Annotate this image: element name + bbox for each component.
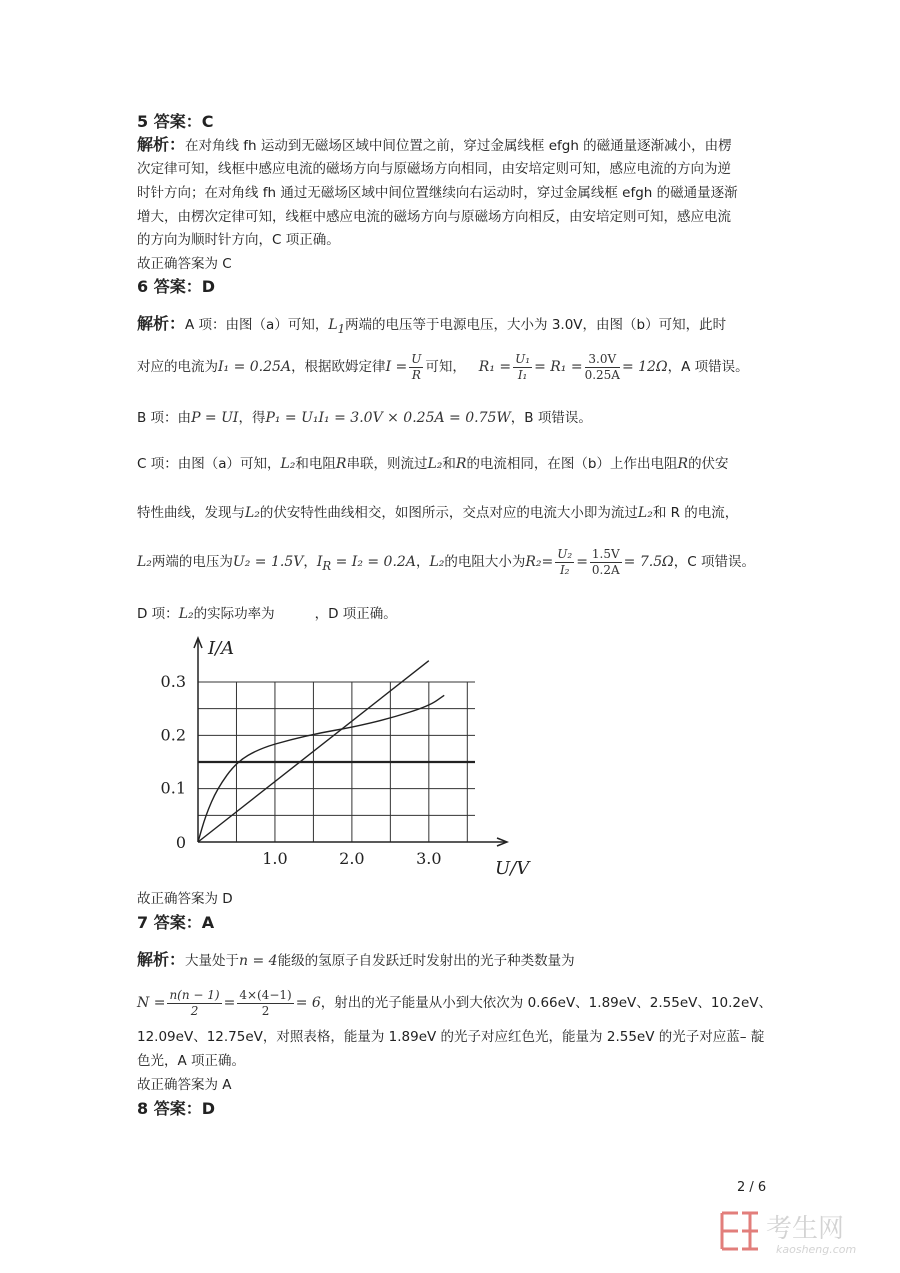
- q5-text-2: 次定律可知，线框中感应电流的磁场方向与原磁场方向相同，由安培定则可知，感应电流的方向为逆: [137, 161, 731, 177]
- page-number: 2 / 6: [737, 1180, 767, 1195]
- q6-a2-know: 可知，: [425, 359, 466, 375]
- x-tick-label: 3.0: [416, 849, 442, 868]
- q6-line-d: D 项：L₂的实际功率为 ，D 项正确。: [137, 606, 397, 622]
- q6-conclusion: 故正确答案为 D: [137, 891, 233, 907]
- q6-line-c3: L₂两端的电压为U₂ = 1.5V，$I_R = I_2 = 0.2A$，L₂的电阻大小为R₂= $\frac{\text{U₂}}{\text{I₂}}$ = $\frac{1.5V}{0.2A}$ = 7.5Ω，C 项错误。: [137, 546, 755, 577]
- q6-a1-L1: $L_1$: [328, 317, 346, 336]
- q7-value-fraction: $\frac{4\times(4-1)}{2}$: [239, 987, 292, 1018]
- q7-combination-fraction: $\frac{n(n - 1)}{2}$: [169, 987, 220, 1018]
- q6-b-mid: ，得: [238, 410, 266, 426]
- q6-a2-R1: R₁ =: [478, 359, 512, 375]
- y-tick-label: 0.2: [160, 725, 186, 745]
- q6-a2-eqR1: = R₁ =: [534, 359, 583, 375]
- q6-a2-end: ，A 项错误。: [667, 359, 749, 375]
- q7-line-2: N = $\frac{n(n - 1)}{2}$ = $\frac{4\times(4-1)}{2}$ = 6，射出的光子能量从小到大依次为 0.66eV、1.89eV、2.55eV、10.2eV、: [137, 987, 772, 1018]
- q6-line-c1: C 项：由图（a）可知，L₂和电阻R串联，则流过L₂和R的电流相同，在图（b）上作出电阻R的伏安: [137, 456, 729, 472]
- origin-label: 0: [175, 833, 186, 852]
- q6-a2-mid: ，根据欧姆定律: [291, 359, 386, 375]
- q6-b-pre: B 项：由: [137, 410, 192, 426]
- q5-analysis-label: 解析：: [137, 135, 186, 154]
- q6-line-b: [137, 406, 592, 430]
- q6-b-eq2: P₁ = U₁I₁ = 3.0V × 0.25A = 0.75W: [265, 410, 511, 426]
- q7-conclusion: 故正确答案为 A: [137, 1077, 232, 1093]
- q6-b-end: ，B 项错误。: [510, 410, 592, 426]
- q6-b-eq1: P = UI: [191, 410, 239, 426]
- q6-ohm-fraction: $\frac{U}{R}$: [411, 351, 422, 382]
- y-axis-label: I/A: [208, 638, 235, 659]
- q6-line-c2: 特性曲线，发现与L₂的伏安特性曲线相交，如图所示，交点对应的电流大小即为流过L₂和 R 的电流，: [137, 505, 739, 521]
- kaosheng-logo-mark: [722, 1213, 758, 1249]
- q6-r1-fraction: $\frac{\text{U₁}}{\text{I₁}}$: [515, 351, 531, 382]
- q7-heading: 7 答案：A: [137, 913, 215, 932]
- q6-analysis-label: 解析：: [137, 314, 186, 333]
- q6-a2-pre: 对应的电流为: [137, 359, 218, 375]
- q5-heading: 5 答案：C: [137, 112, 214, 131]
- q6-heading: 6 答案：D: [137, 277, 215, 296]
- kaosheng-logo-text: 考生网: [766, 1214, 845, 1244]
- bulb-L2-curve: [198, 695, 444, 842]
- y-tick-label: 0.1: [160, 778, 186, 798]
- q6-a2-eq1: I₁ = 0.25A: [218, 359, 292, 375]
- q6-a1-text: A 项：由图（a）可知，: [185, 317, 329, 333]
- q6-a2-res: = 12Ω: [621, 359, 668, 375]
- q7-line-3: 12.09eV、12.75eV，对照表格，能量为 1.89eV 的光子对应红色光，能量为 2.55eV 的光子对应蓝– 靛: [137, 1029, 765, 1045]
- q6-a2-I: I =: [385, 359, 408, 375]
- y-tick-label: 0.3: [160, 672, 186, 691]
- q6-line-a2: [137, 350, 749, 384]
- x-axis-label: U/V: [495, 858, 530, 877]
- q6-r1-value-fraction: $\frac{3.0V}{0.25A}$: [584, 351, 620, 382]
- kaosheng-logo: [718, 1203, 888, 1258]
- q5-text-5: 的方向为顺时针方向，C 项正确。: [137, 232, 340, 248]
- q5-text-3: 时针方向；在对角线 fh 通过无磁场区域中间位置继续向右运动时，穿过金属线框 efgh 的磁通量逐渐: [137, 185, 738, 201]
- q5-analysis-line-1: [137, 133, 732, 158]
- q6-line-a1: [137, 312, 726, 341]
- q8-heading: 8 答案：D: [137, 1099, 215, 1118]
- x-tick-label: 1.0: [262, 849, 288, 868]
- kaosheng-logo-url: kaosheng.com: [776, 1243, 857, 1256]
- q7-line-4: 色光，A 项正确。: [137, 1053, 246, 1069]
- q6-a1-rest: 两端的电压等于电源电压，大小为 3.0V，由图（b）可知，此时: [345, 317, 727, 333]
- q6-r2-fraction: $\frac{\text{U₂}}{\text{I₂}}$: [557, 546, 573, 577]
- q5-text-4: 增大，由楞次定律可知，线框中感应电流的磁场方向与原磁场方向相反，由安培定则可知，感应电流: [137, 209, 731, 225]
- q7-line-1: 解析：大量处于n = 4能级的氢原子自发跃迁时发射出的光子种类数量为: [137, 950, 575, 969]
- q5-conclusion: 故正确答案为 C: [137, 256, 232, 272]
- q5-text-1: 在对角线 fh 运动到无磁场区域中间位置之前，穿过金属线框 efgh 的磁通量逐渐减小，由楞: [185, 138, 732, 154]
- q6-r2-value-fraction: $\frac{1.5V}{0.2A}$: [591, 546, 620, 577]
- iv-characteristic-chart: [160, 632, 540, 877]
- q7-analysis-label: 解析：: [137, 950, 186, 969]
- x-tick-label: 2.0: [339, 849, 365, 868]
